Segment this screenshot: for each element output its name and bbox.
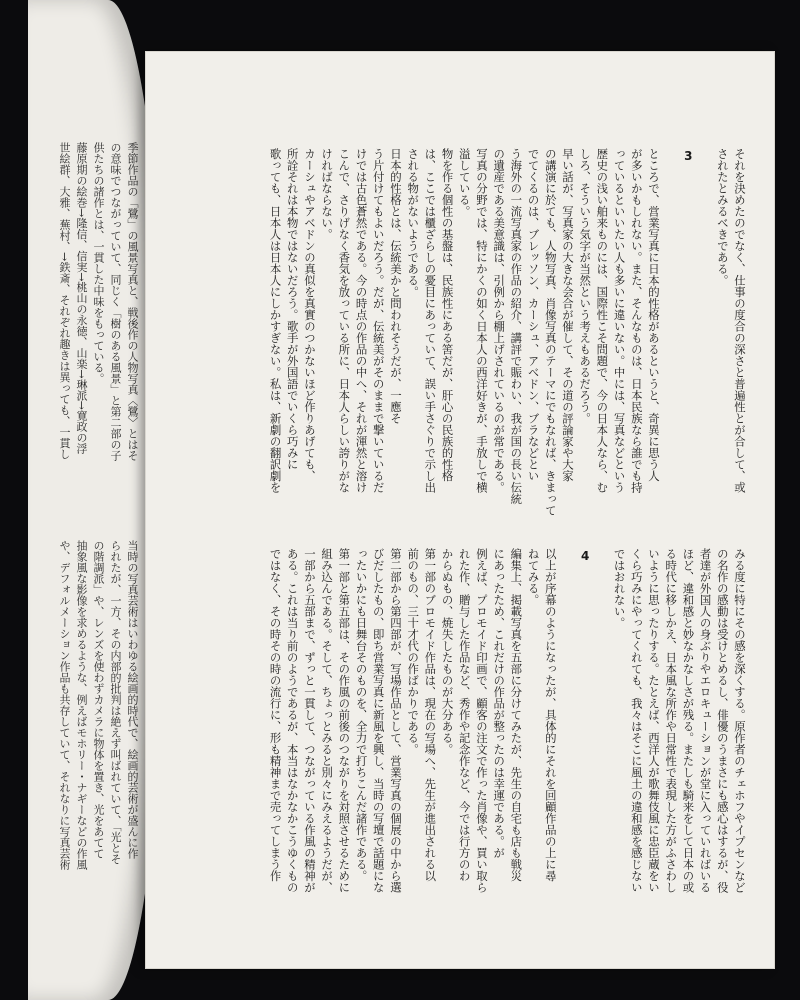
right-lower-line: 者達が外国人の身ぶりやエロキューションが堂に入っていればいる	[698, 548, 713, 893]
right-upper-line: の遺産である美意識は、引例から棚上げされているのが常である。	[492, 148, 507, 493]
right-upper-line: の講演に於ても、人物写真、肖像写真のテーマにでもなれば、きまって	[543, 148, 558, 516]
right-upper-line: されたとみるべきである。	[715, 148, 730, 286]
right-upper-line	[696, 148, 713, 532]
right-upper-line: 所詮それは本物ではないだろう。歌手が外国語でいくら巧みに	[285, 148, 300, 470]
left-lower-line: られたが、一方、その内部的批判は絶えず叫ばれていて、「光とそ	[109, 540, 122, 865]
right-lower-line	[559, 548, 576, 932]
right-lower-line	[593, 548, 610, 932]
left-upper-line: 季節作品の「鷺」の風景写真と、戦後作の人物写真〈鷺〉とはそ	[126, 142, 139, 461]
right-upper-line: それを決めたのでなく、仕事の度合の深さと普遍性とが合して、或	[733, 148, 747, 493]
right-lower-line: いように思ったりする。たとえば、西洋人が歌舞伎風に忠臣蔵をい	[646, 548, 661, 893]
right-upper-line: けでは古色蒼然である。今の時点の作品の中へ、それが渾然と溶け	[354, 148, 369, 493]
right-lower-line: の名作の感動は受けとめるし、俳優のうまさにも感心はするが、役	[715, 548, 730, 893]
right-lower-line: びだしたもの、即ち営業写真に新風を興し、当時の写壇で話題にな	[371, 548, 386, 893]
right-upper-line: 早い話が、写真家の大きな会合が催して、その道の評論家や大家	[560, 148, 575, 482]
section-number-4: 4	[580, 549, 590, 563]
left-lower-column	[40, 540, 158, 980]
left-lower-line: 抽象風な影像を求めるような、例えばモホリー・ナギーなどの作風	[75, 540, 88, 870]
right-upper-line: こんで、さりげなく香気を放っている所に、日本人らしい誇りがな	[337, 148, 352, 493]
right-lower-line: みる度に特にその感を深くする。原作者のチェホフやイプセンなど	[733, 548, 747, 893]
right-upper-line: 写真の分野では、特にかくの如く日本人の西洋好きが、手放しで横	[474, 148, 489, 493]
left-lower-line: 当時の写真芸術はいわゆる絵画的時代で、絵画的芸術が盛んに作	[126, 540, 139, 859]
section-number	[576, 548, 593, 932]
right-upper-line: でてくるのは、ブレッソン、カーシュ、アベドン、ブラなどとい	[526, 148, 541, 482]
right-lower-line: くら巧みにやってくれても、我々はそこに風土の違和感を感じない	[629, 548, 644, 893]
left-upper-line: 供たちの諸作とは、一貫した中味をもっている。	[92, 142, 105, 384]
right-lower-line: 第一部のブロモイド作品は、現在の写場へ、先生が進出される以	[423, 548, 438, 882]
right-upper-line: ければならない。	[320, 148, 335, 240]
right-upper-line: ところで、営業写真に日本的性格があるというと、奇異に思う人	[646, 148, 661, 482]
right-lower-line: ではおれない。	[612, 548, 627, 629]
right-lower-line: 編集上、掲載写真を五部に分けてみたが、先生の自宅も店も戦災	[509, 548, 524, 882]
right-lower-line: 第一部と第五部は、その作風の前後のつながりを対照させるために	[337, 548, 352, 893]
left-lower-line: の階調派」や、レンズを使わずカメラに物体を置き、光をあてて	[92, 540, 105, 859]
right-upper-line: う海外の一流写真家の作品の紹介、講評で賑わい、我が国の長い伝統	[509, 148, 524, 505]
right-upper-line: っているといいたい人も多いに違いない。中には、写真などという	[612, 148, 627, 493]
right-lower-line: 以上が序幕のようになったが、具体的にそれを回顧作品の上に尋	[543, 548, 558, 882]
left-upper-column	[40, 142, 158, 534]
right-lower-line: にあったため、これだけの作品が整ったのは幸運である。が	[492, 548, 507, 859]
right-lower-line: 前のもの、三十才代の作ばかりである。	[406, 548, 421, 755]
right-lower-line: 一部から五部まで、ずっと一貫して、つながっている作風の精神が	[302, 548, 317, 893]
right-upper-line: される物がないようである。	[406, 148, 421, 298]
left-upper-line: の意味でつながっていて、同じく「樹のある風景」と第二部の子	[109, 142, 122, 461]
right-upper-line: しろ、そういう気字が当然という考えもあるだろう。	[578, 148, 593, 424]
section-number-3: 3	[684, 149, 693, 163]
section-number	[679, 148, 696, 532]
right-lower-line: る時代に移しかえ、日本風な所作や日常性で表現した方がふさわし	[664, 548, 679, 893]
left-lower-line: や、デフォルメーション作品も共存していて、それなりに写真芸術	[58, 540, 71, 870]
right-lower-line: ある。これは当り前のようであるが、本当はなかなかこうゆくもの	[285, 548, 300, 893]
right-upper-line: が多いかもしれない。また、そんなものは、日本民族なら誰でも持	[629, 148, 644, 493]
right-lower-line: 組み込んである。そして、ちょっとみると別々にみえるようだが、	[320, 548, 335, 893]
right-upper-line: は、ここでは櫃ざらしの憂目にあっていて、誤い手さぐりで示し出	[423, 148, 438, 493]
right-lower-line: からぬもの、焼失したものが大分ある。	[440, 548, 455, 755]
right-upper-line	[662, 148, 679, 532]
left-upper-line: 藤原期の絵巻→隆信、信実→桃山の永徳、山楽→琳派→寛政の浮	[75, 142, 88, 454]
right-lower-line: ではなく、その時その時の流行に、形も精神まで売ってしまう作	[268, 548, 283, 882]
right-upper-column	[252, 148, 748, 532]
right-lower-line: れた作、贈与した作品など、秀作や記念作など、今では行方のわ	[457, 548, 472, 882]
right-lower-line: 第二部から第四部が、写場作品として、営業写真の個展の中から選	[388, 548, 403, 893]
right-upper-line: 日本的性格とは、伝統美かと問われそうだが、一應そ	[388, 148, 403, 424]
right-lower-line: ねてみる。	[526, 548, 541, 606]
right-lower-line: ほど、違和感と妙なかなしさが残る。またしも騎来をして日本の或	[681, 548, 696, 893]
right-upper-line: 物を作る個性の基盤は、民族性にある筈だが、肝心の民族的性格	[440, 148, 455, 482]
right-upper-line: 溢している。	[457, 148, 472, 217]
right-upper-line: う片付けてもよいだろう。だが、伝統美がそのままで撃いているだ	[371, 148, 386, 493]
right-lower-line: ったいかにも日舞台そのものを、全力で打ちこんだ諸作である。	[354, 548, 369, 882]
right-upper-line: 歴史の浅い舶来ものには、国際性こそ問題で、今の日本人なら、む	[595, 148, 610, 493]
right-page	[146, 52, 774, 968]
right-upper-line: 歌っても、日本人は日本人にしかすぎない。私は、新劇の翻訳劇を	[268, 148, 283, 493]
right-upper-line: カーシュやアベドンの真似を真實のつかないほど作りあげても、	[302, 148, 317, 482]
right-lower-line: 例えば、プロモイド印画で、顧客の注文で作った肖像や、買い取ら	[474, 548, 489, 893]
left-upper-line: 世絵群、大雅、蕪村、→鉄斎、それぞれ趣きは異っても、一貫し	[58, 142, 71, 460]
right-lower-column	[252, 548, 748, 932]
